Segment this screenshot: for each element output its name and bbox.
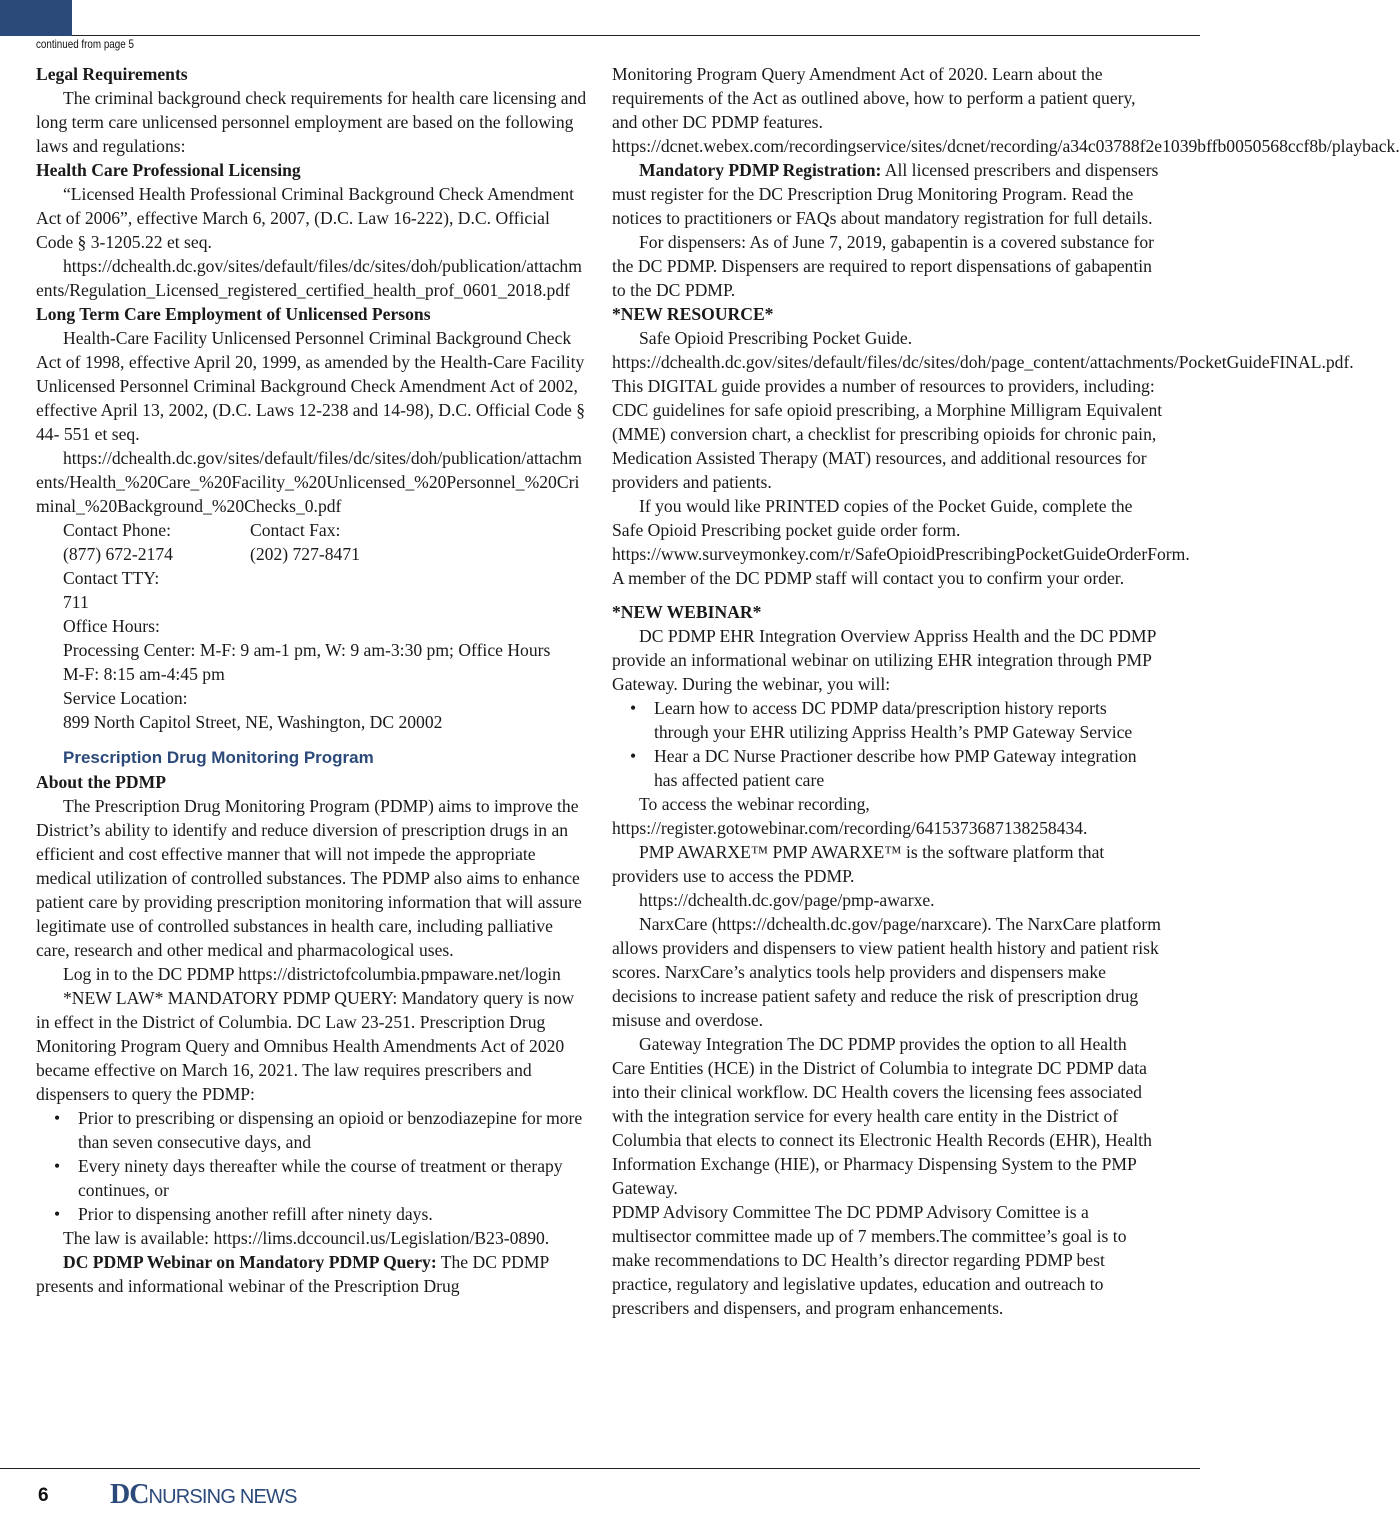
page-number: 6 [38,1485,49,1506]
list-item: • Prior to dispensing another refill after ninety days. [78,1202,588,1226]
dispensers-paragraph: For dispensers: As of June 7, 2019, gabapentin is a covered substance for the DC PDMP. Dispensers are required to report dispensations of gabapentin to the DC PDMP. [612,232,1154,300]
webinar-mandatory-query-text: The DC PDMP presents and informational webinar of the Prescription Drug [36,1252,549,1296]
office-hours-value: M-F: 8:15 am-4:45 pm [63,664,225,684]
office-hours-label: Office Hours: [63,616,160,636]
header-rule [72,35,1200,36]
masthead-logo [110,1479,297,1511]
list-item: • Prior to prescribing or dispensing an opioid or benzodiazepine for more than seven consecutive days, and [78,1106,588,1154]
corner-accent-block [0,0,72,36]
processing-center-hours: Processing Center: M-F: 9 am-1 pm, W: 9 am-3:30 pm; Office Hours [63,640,551,660]
right-column [612,62,1400,1320]
masthead-name: NURSING NEWS [148,1486,297,1508]
masthead-dc: DC [110,1479,149,1510]
webinar-topics-list [612,696,1164,792]
about-pdmp-paragraph: The Prescription Drug Monitoring Program (PDMP) aims to improve the District’s ability to identify and reduce diversion of prescription drugs in an efficient and cost effective manner that will not impede the appropriate medical utilization of controlled substances. The PDMP also aims to enhance patient care by providing prescription monitoring information that will assure legitimate use of controlled substances in health care, including palliative care, research and other medical and pharmacological uses. [36,796,582,960]
pdmp-login-paragraph: Log in to the DC PDMP https://districtofcolumbia.pmpaware.net/login [63,964,561,984]
pdmp-section-title: Prescription Drug Monitoring Program [63,748,374,767]
mandatory-registration-paragraph [612,158,1164,230]
webinar-continued-paragraph: Monitoring Program Query Amendment Act of 2020. Learn about the requirements of the Act as outlined above, how to perform a patient query, and other DC PDMP features. https://dcnet.webex.com/recordingservice/sites/dcnet/recording/a34c03788f2e1039bffb0050568ccf8b/playback. [612,64,1400,156]
contact-phone-value: (877) 672-2174 [63,544,173,564]
long-term-care-link[interactable]: https://dchealth.dc.gov/sites/default/files/dc/sites/doh/publication/attachments/Health_%20Care_%20Facility_%20Unlicensed_%20Personnel_%20Criminal_%20Background_%20Checks_0.pdf [36,448,582,516]
health-care-licensing-heading: Health Care Professional Licensing [36,160,301,180]
footer-rule [0,1468,1200,1469]
about-pdmp-heading: About the PDMP [36,772,166,792]
contact-fax-label: Contact Fax: [250,520,341,540]
list-item: • Every ninety days thereafter while the course of treatment or therapy continues, or [78,1154,588,1202]
legal-intro-paragraph: The criminal background check requirements for health care licensing and long term care unlicensed personnel employment are based on the following laws and regulations: [36,88,587,156]
mandatory-registration-text: All licensed prescribers and dispensers must register for the DC Prescription Drug Monitoring Program. Read the notices to practitioners or FAQs about mandatory registration for full details. [612,160,1159,228]
legal-requirements-heading: Legal Requirements [36,64,188,84]
pmp-awarxe-paragraph: PMP AWARXE™ PMP AWARXE™ is the software platform that providers use to access the PDMP. [612,842,1105,886]
list-item: • Hear a DC Nurse Practioner describe how PMP Gateway integration has affected patient care [654,744,1164,792]
query-requirements-list [36,1106,588,1226]
narxcare-paragraph: NarxCare (https://dchealth.dc.gov/page/narxcare). The NarxCare platform allows providers and dispensers to view patient health history and patient risk scores. NarxCare’s analytics tools help providers and dispensers make decisions to increase patient safety and reduce the risk of prescription drug misuse and overdose. [612,914,1161,1030]
list-item: • Learn how to access DC PDMP data/prescription history reports through your EHR utilizing Appriss Health’s PMP Gateway Service [654,696,1164,744]
mandatory-registration-lead: Mandatory PDMP Registration: [639,160,882,180]
contact-labels-row [36,518,588,542]
continued-note: continued from page 5 [36,37,134,51]
new-law-paragraph: *NEW LAW* MANDATORY PDMP QUERY: Mandatory query is now in effect in the District of Columbia. DC Law 23-251. Prescription Drug Monitoring Program Query and Omnibus Health Amendments Act of 2020 became effective on March 16, 2021. The law requires prescribers and dispensers to query the PDMP: [36,988,575,1104]
gateway-integration-paragraph: Gateway Integration The DC PDMP provides the option to all Health Care Entities (HCE) in the District of Columbia to integrate DC PDMP data into their clinical workflow. DC Health covers the licensing fees associated with the integration service for every health care entity in the District of Columbia that elects to connect its Electronic Health Records (EHR), Health Information Exchange (HIE), or Pharmacy Dispensing System to the PMP Gateway. [612,1034,1152,1198]
pmp-awarxe-link[interactable]: https://dchealth.dc.gov/page/pmp-awarxe. [639,890,935,910]
service-location-label: Service Location: [63,688,188,708]
law-available-paragraph: The law is available: https://lims.dccouncil.us/Legislation/B23-0890. [63,1228,550,1248]
long-term-care-heading: Long Term Care Employment of Unlicensed Persons [36,304,431,324]
printed-copies-paragraph: If you would like PRINTED copies of the Pocket Guide, complete the Safe Opioid Prescribing pocket guide order form. https://www.surveymonkey.com/r/SafeOpioidPrescribingPocketGuideOrderForm. A member of the DC PDMP staff will contact you to confirm your order. [612,496,1190,588]
contact-fax-value: (202) 727-8471 [250,544,360,564]
webinar-recording-paragraph: To access the webinar recording, https://register.gotowebinar.com/recording/6415373687138258434. [612,794,1088,838]
webinar-mandatory-query-lead: DC PDMP Webinar on Mandatory PDMP Query: [63,1252,437,1272]
left-column [36,62,588,1298]
contact-tty-value: 711 [63,592,89,612]
new-webinar-heading: *NEW WEBINAR* [612,602,762,622]
new-resource-heading: *NEW RESOURCE* [612,304,774,324]
health-care-licensing-link[interactable]: https://dchealth.dc.gov/sites/default/files/dc/sites/doh/publication/attachments/Regulation_Licensed_registered_certified_health_prof_0601_2018.pdf [36,256,582,300]
long-term-care-paragraph: Health-Care Facility Unlicensed Personnel Criminal Background Check Act of 1998, effective April 20, 1999, as amended by the Health-Care Facility Unlicensed Personnel Criminal Background Check Amendment Act of 2002, effective April 13, 2002, (D.C. Laws 12-238 and 14-98), D.C. Official Code § 44- 551 et seq. [36,328,586,444]
webinar-mandatory-query-paragraph [36,1250,588,1298]
advisory-committee-paragraph: PDMP Advisory Committee The DC PDMP Advisory Comittee is a multisector committee made up of 7 members.The committee’s goal is to make recommendations to DC Health’s director regarding PDMP best practice, regulatory and legislative updates, education and outreach to prescribers and dispensers, and program enhancements. [612,1202,1127,1318]
contact-tty-label: Contact TTY: [63,568,160,588]
service-location-address: 899 North Capitol Street, NE, Washington, DC 20002 [63,712,443,732]
contact-phone-label: Contact Phone: [63,520,171,540]
pocket-guide-paragraph: Safe Opioid Prescribing Pocket Guide. https://dchealth.dc.gov/sites/default/files/dc/sites/doh/page_content/attachments/PocketGuideFINAL.pdf. This DIGITAL guide provides a number of resources to providers, including: CDC guidelines for safe opioid prescribing, a Morphine Milligram Equivalent (MME) conversion chart, a checklist for prescribing opioids for chronic pain, Medication Assisted Therapy (MAT) resources, and additional resources for providers and patients. [612,328,1354,492]
ehr-webinar-paragraph: DC PDMP EHR Integration Overview Appriss Health and the DC PDMP provide an informational webinar on utilizing EHR integration through PMP Gateway. During the webinar, you will: [612,626,1156,694]
health-care-licensing-paragraph: “Licensed Health Professional Criminal Background Check Amendment Act of 2006”, effective March 6, 2007, (D.C. Law 16-222), D.C. Official Code § 3-1205.22 et seq. [36,184,575,252]
contact-values-row [36,542,588,566]
